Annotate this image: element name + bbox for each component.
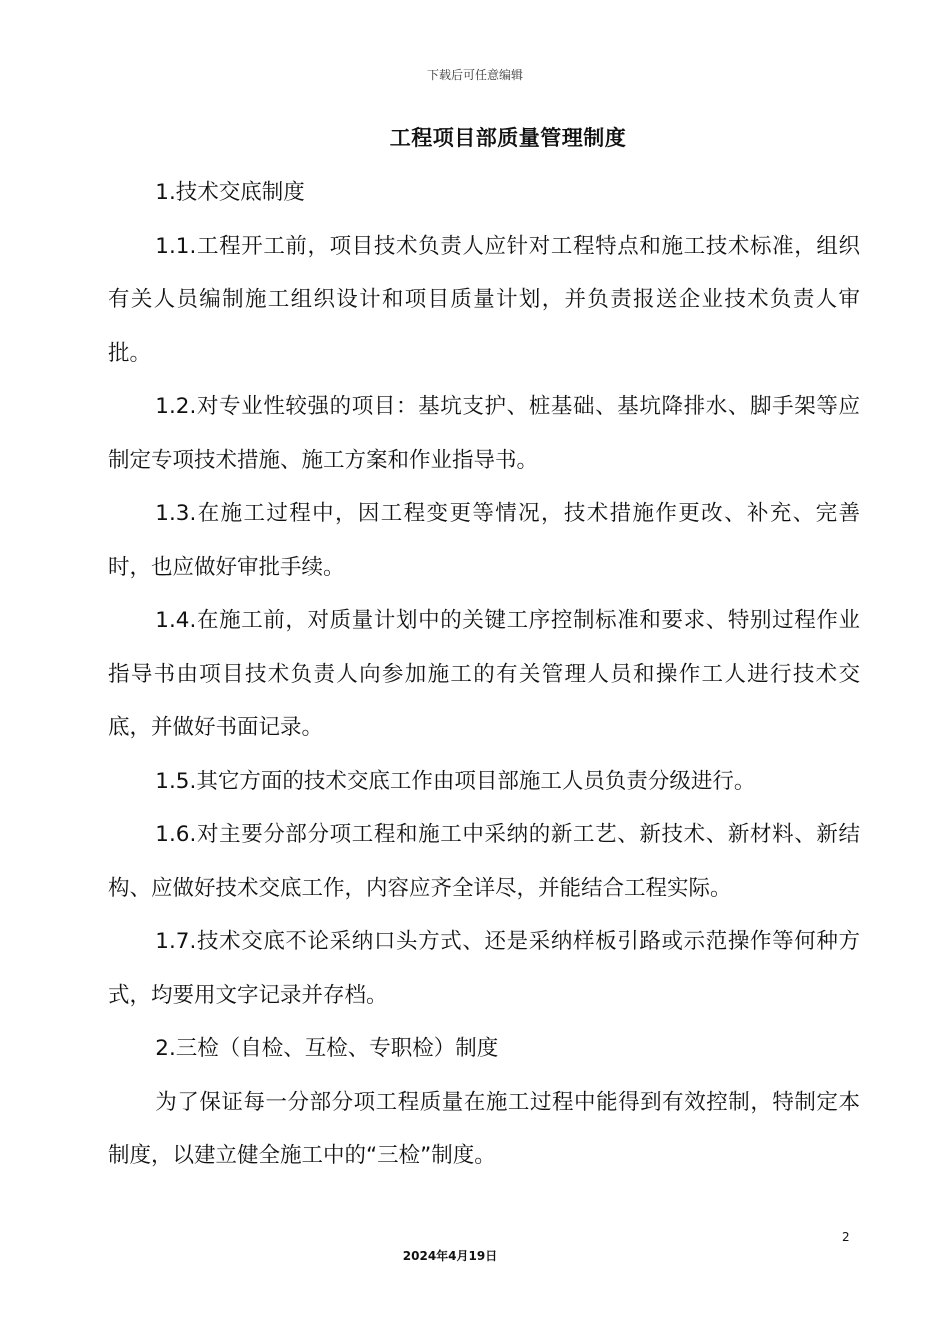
- page-number: 2: [842, 1230, 850, 1244]
- section-heading-2: 2.三检（自检、互检、专职检）制度: [155, 1036, 499, 1061]
- paragraph-1-6: 1.6.对主要分部分项工程和施工中采纳的新工艺、新技术、新材料、新结构、应做好技术交底工作，内容应齐全详尽，并能结合工程实际。: [108, 822, 860, 901]
- document-title: 工程项目部质量管理制度: [389, 126, 627, 150]
- paragraph-1-2: 1.2.对专业性较强的项目：基坑支护、桩基础、基坑降排水、脚手架等应制定专项技术措施、施工方案和作业指导书。: [108, 394, 860, 473]
- paragraph-1-7: 1.7.技术交底不论采纳口头方式、还是采纳样板引路或示范操作等何种方式，均要用文字记录并存档。: [108, 929, 860, 1008]
- section-heading-1: 1.技术交底制度: [155, 180, 305, 205]
- paragraph-2-intro: 为了保证每一分部分项工程质量在施工过程中能得到有效控制，特制定本制度，以建立健全施工中的“三检”制度。: [108, 1089, 860, 1168]
- paragraph-1-5: 1.5.其它方面的技术交底工作由项目部施工人员负责分级进行。: [155, 768, 756, 794]
- page-date: 2024年4月19日: [402, 1249, 498, 1263]
- paragraph-1-1: 1.1.工程开工前，项目技术负责人应针对工程特点和施工技术标准，组织有关人员编制施工组织设计和项目质量计划，并负责报送企业技术负责人审批。: [108, 233, 860, 366]
- page-header-note: 下载后可任意编辑: [426, 68, 523, 82]
- document-body: [108, 166, 860, 1183]
- paragraph-1-4: 1.4.在施工前，对质量计划中的关键工序控制标准和要求、特别过程作业指导书由项目技术负责人向参加施工的有关管理人员和操作工人进行技术交底，并做好书面记录。: [108, 608, 860, 740]
- paragraph-1-3: 1.3.在施工过程中，因工程变更等情况，技术措施作更改、补充、完善时，也应做好审批手续。: [108, 501, 860, 580]
